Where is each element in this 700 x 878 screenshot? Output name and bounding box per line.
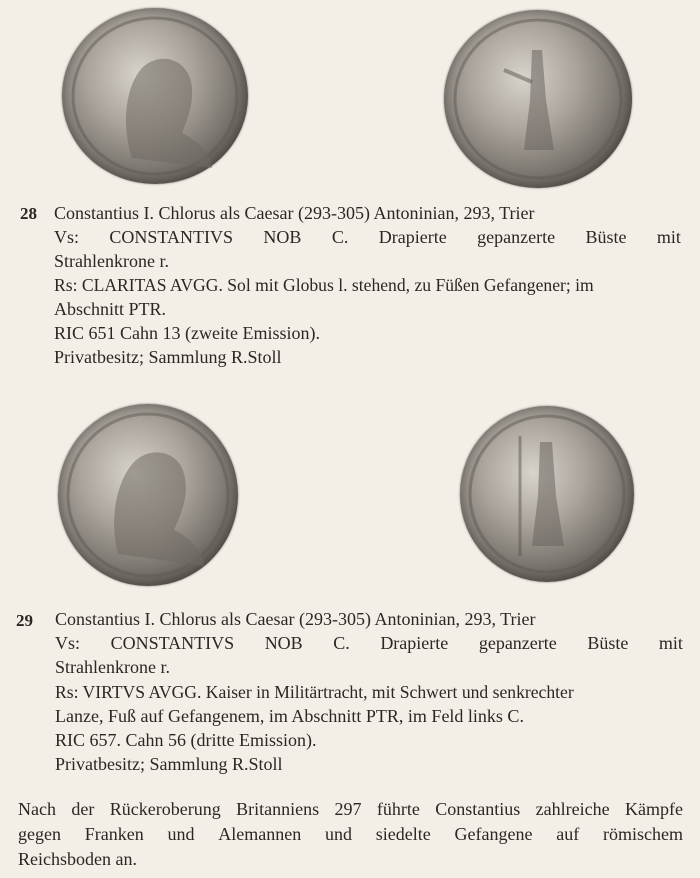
word: gepanzerte: [477, 227, 556, 247]
word: CONSTANTIVS: [109, 227, 233, 247]
word: Vs:: [55, 633, 81, 653]
word: zahlreiche: [535, 799, 610, 819]
obverse-continuation: Strahlenkrone r.: [54, 251, 169, 271]
owner: Privatbesitz; Sammlung R.Stoll: [55, 754, 283, 774]
owner: Privatbesitz; Sammlung R.Stoll: [54, 347, 282, 367]
coin-29-obverse-image: [58, 404, 238, 586]
word: mit: [658, 633, 683, 653]
word: der: [71, 799, 95, 819]
entry-number: 28: [20, 204, 37, 223]
word: 297: [334, 799, 362, 819]
word: Nach: [18, 799, 56, 819]
word: Büste: [585, 227, 627, 247]
obverse-description: [55, 631, 683, 655]
coin-29-obverse-relief: [58, 404, 238, 586]
word: CONSTANTIVS: [110, 633, 235, 653]
word: Vs:: [54, 227, 80, 247]
word: und: [167, 824, 195, 844]
word: gepanzerte: [478, 633, 557, 653]
reference: RIC 657. Cahn 56 (dritte Emission).: [55, 730, 317, 750]
word: NOB: [263, 227, 302, 247]
entry-title: Constantius I. Chlorus als Caesar (293-305) Antoninian, 293, Trier: [54, 203, 535, 223]
word: siedelte: [375, 824, 431, 844]
obverse-description: [54, 225, 681, 249]
entry-number: 29: [16, 611, 33, 630]
word: Büste: [587, 633, 629, 653]
reference: RIC 651 Cahn 13 (zweite Emission).: [54, 323, 320, 343]
closing-line-2: [18, 822, 683, 847]
reverse-description: Rs: VIRTVS AVGG. Kaiser in Militärtracht, mit Schwert und senkrechter: [55, 682, 574, 702]
word: Drapierte: [378, 227, 447, 247]
word: gegen: [18, 824, 61, 844]
coin-28-reverse-image: [444, 10, 632, 188]
reverse-continuation: Abschnitt PTR.: [54, 299, 167, 319]
word: NOB: [264, 633, 303, 653]
coin-28-reverse-relief: [444, 10, 632, 188]
closing-line-1: [18, 797, 683, 822]
reverse-continuation: Lanze, Fuß auf Gefangenem, im Abschnitt PTR, im Feld links C.: [55, 706, 524, 726]
closing-paragraph: [18, 797, 683, 872]
word: Rückeroberung: [109, 799, 221, 819]
word: Alemannen: [218, 824, 302, 844]
word: Constantius: [435, 799, 521, 819]
word: und: [325, 824, 352, 844]
entry-title: Constantius I. Chlorus als Caesar (293-305) Antoninian, 293, Trier: [55, 609, 536, 629]
word: führte: [376, 799, 420, 819]
coin-29-reverse-image: [460, 406, 634, 582]
obverse-continuation: Strahlenkrone r.: [55, 657, 170, 677]
word: Drapierte: [380, 633, 449, 653]
coin-28-obverse-relief: [62, 8, 248, 184]
word: mit: [656, 227, 681, 247]
coin-28-obverse-image: [62, 8, 248, 184]
word: auf: [556, 824, 580, 844]
word: C.: [331, 227, 349, 247]
word: Franken: [84, 824, 144, 844]
reverse-description: Rs: CLARITAS AVGG. Sol mit Globus l. stehend, zu Füßen Gefangener; im: [54, 275, 594, 295]
coin-29-reverse-relief: [460, 406, 634, 582]
word: Britanniens: [236, 799, 320, 819]
word: Kämpfe: [625, 799, 683, 819]
word: C.: [333, 633, 350, 653]
closing-line-3: Reichsboden an.: [18, 849, 137, 869]
word: römischem: [602, 824, 683, 844]
word: Gefangene: [454, 824, 533, 844]
